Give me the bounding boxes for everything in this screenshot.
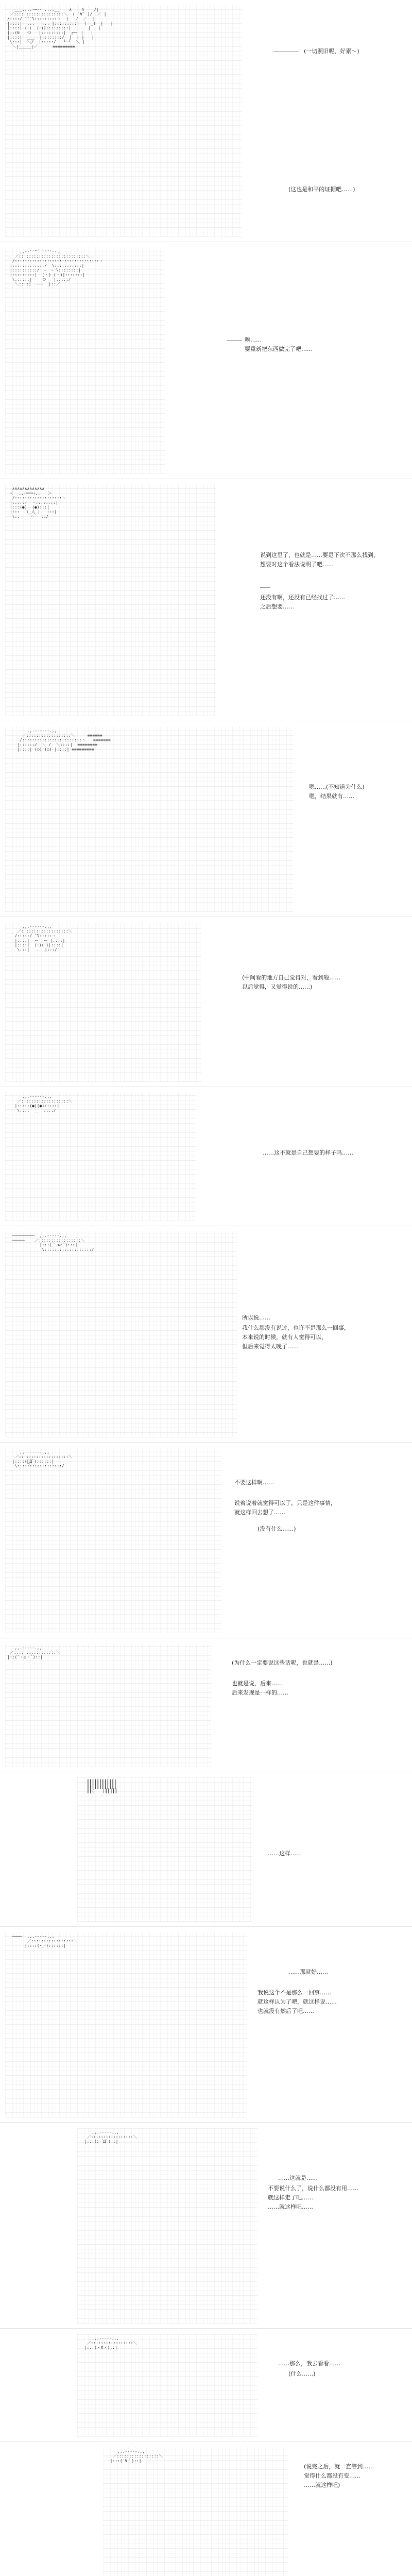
dialogue-line: 说着说着就觉得可以了，只是这件事情， bbox=[234, 1500, 336, 1506]
dialogue-line: 我什么都没有说过，也许不是那么一回事， bbox=[242, 1325, 350, 1331]
aa-art: ┃┃┃┃┃┃┃┃┃┃┃┃ ┃┃┃┃┃┃┃┃┃┃┃┃ ┃┃( )┃┃┃┃┃ bbox=[77, 1777, 252, 1922]
dialogue-line: 就这样回去想了…… bbox=[234, 1509, 285, 1516]
aa-art: ,,.-‐‐‐-.,, ／:::::::::::::::::＼ |:::(´∀｀)::| bbox=[103, 2447, 288, 2576]
manga-panel bbox=[0, 2329, 412, 2442]
aa-art: ,,.--‐‐--.,, ／:::::::::::::::::::＼ /:::::/ ̄ ̄\:::::ヽ |::::| ー ー |::::| |::::| (･)(･)|::::| \:::| ‥ |:::/ bbox=[5, 922, 201, 1082]
manga-panel bbox=[0, 1226, 412, 1443]
manga-panel bbox=[0, 1638, 412, 1772]
dialogue-line: ……就这样吧…… bbox=[268, 2204, 313, 2210]
dialogue-line: 还没有啊，还没有已经找过了…… bbox=[260, 594, 345, 601]
separator-line bbox=[260, 587, 270, 588]
dialogue-line: 唉…… bbox=[245, 336, 262, 343]
dialogue-line: 以后觉得，又觉得说的……) bbox=[242, 984, 313, 990]
aa-art: ∧∧∧∧∧∧∧∧∧∧∧∧∧ ＜ ,,ｨ===ｨ,, ＞ /:::::::::::::::::::ヽ |:::::ﾉ ヽ::::::::| |:::(●) (●):::| |::: （_人_） :::| \:: ｀⌒´ ::/ bbox=[5, 484, 216, 716]
dialogue-line: 不要说什么了，说什么都没有用…… bbox=[268, 2185, 358, 2192]
dialogue-line: (没有什么……) bbox=[258, 1526, 296, 1532]
dialogue-line: 嗯……(不知道为什么) bbox=[309, 784, 365, 790]
aa-art: ,.-‐''"´ ̄`"''‐-.、 ／:::::::::::::::::::::::::::＼ /::::::::::::::::::::::::::::::::::ヽ |:::::::::::::/ ̄ ̄\:::::::::::| |::::::::::/ ｰ ｰ \::::::::| |:::::::::| (・) (・)|:::::::| \::::::| つ |:::::/ ＼::::| ‐‐‐ |::／ bbox=[5, 247, 165, 474]
aa-art: ───────── ,,.-‐‐‐-.,, ───── ／:::::::::::::::::＼ |:::(｀･ω･´):::| \:::::::::::::::::::/ bbox=[5, 1231, 237, 1437]
dialogue-line: ……这样…… bbox=[268, 1850, 302, 1857]
dialogue-line: 本来说的时候，就有人觉得可以， bbox=[242, 1334, 327, 1341]
dialogue-line: 说到这里了，也就是……要是下次不那么找到， bbox=[260, 552, 379, 558]
dialogue-line: 不要这样啊…… bbox=[234, 1479, 274, 1486]
dialogue-line: (一切照旧呢，好累～) bbox=[304, 48, 359, 55]
dialogue-line: (为什么一定要说这些话呢，也就是……) bbox=[232, 1659, 333, 1666]
aa-art: ,,.-‐‐‐-.,, ／:::::::::::::::::＼ |:::(；´Д`)::| bbox=[77, 2128, 258, 2324]
dialogue-line: 要重新把东西做完了吧…… bbox=[245, 346, 313, 352]
dialogue-line: 我说这个不是那么一回事…… bbox=[258, 1989, 331, 1996]
manga-panel bbox=[0, 242, 412, 479]
dialogue-line: 想要对这个看法说明了吧…… bbox=[260, 561, 334, 568]
manga-panel bbox=[0, 0, 412, 242]
dialogue-line: ……那就好…… bbox=[288, 1969, 328, 1975]
dialogue-line: ……这就是…… bbox=[278, 2175, 318, 2181]
dialogue-line: 就这样走了吧…… bbox=[268, 2194, 313, 2201]
manga-panel bbox=[0, 479, 412, 721]
dialogue-line: 所以说…… bbox=[242, 1314, 270, 1321]
dialogue-line: (什么……) bbox=[288, 2370, 316, 2377]
dialogue-line: 就这样认为了吧，就这样说…… bbox=[258, 1998, 337, 2005]
dialogue-line: ……那么，我去看看…… bbox=[278, 2360, 340, 2367]
manga-panel bbox=[0, 917, 412, 1087]
aa-art: ___,,..-─‐- ..,,__ ∧ ∩ /| ／::::::::::::::::::::＼ ( ´∀` )/ ／ | /::::/ ̄ ̄ ̄ ̄\:::::::::ヽ | ﾉ ／ | |::::| ,,, ,,, |:::::::::| (＿_) | | |::::| (･) (･)|:::::::::| | | |::(6 つ |:::::::::| ┌─┐ | | |::::| ___ |::::::::/ │ │ | | \:::| ＼/ |:::::/ └─┘ ＼ | ＼|_____|／ ≡≡≡≡≡≡≡≡≡ bbox=[5, 5, 242, 237]
manga-panel bbox=[0, 1927, 412, 2123]
manga-panel bbox=[0, 721, 412, 917]
aa-art: ──── ,,.-‐‐‐-.,, ／:::::::::::::::::＼ |::::(･_･)::::::| bbox=[5, 1932, 247, 2117]
manga-panel bbox=[0, 2123, 412, 2329]
dialogue-line: 之后想要…… bbox=[260, 603, 294, 610]
dialogue-line: ……这不就是自己想要的样子吗…… bbox=[263, 1149, 353, 1156]
manga-panel bbox=[0, 1087, 412, 1226]
separator-line bbox=[227, 340, 242, 341]
dialogue-line: (中间看的地方自己觉得对，看到啦…… bbox=[242, 974, 341, 981]
dialogue-line: (这也是和平的证据吧……) bbox=[288, 186, 355, 193]
aa-art: ,,.--‐‐--.,, ／:::::::::::::::::::＼ |:::::(●)(●):::::| \:::: ﹏ ::::/ bbox=[5, 1092, 196, 1221]
aa-art: ,,.-‐‐‐‐-.,, ／::::::::::::::::::::＼ |::::(ﾟДﾟ)::::::| \::::::::::::::::::/ bbox=[5, 1448, 221, 1633]
manga-panel bbox=[0, 1772, 412, 1927]
aa-art: ,,.-‐‐‐-.,, ／:::::::::::::::::＼ |:::(・∀・)::| bbox=[77, 2334, 258, 2437]
dialogue-line: ……就这样吧) bbox=[304, 2482, 340, 2488]
dialogue-line: 觉得什么都没有变…… bbox=[304, 2472, 360, 2479]
dialogue-line: 但后来觉得太晚了…… bbox=[242, 1343, 299, 1350]
dialogue-line: 也就是说，后来…… bbox=[232, 1680, 283, 1687]
dialogue-line: 也就没有然后了吧…… bbox=[258, 2008, 314, 2014]
dialogue-line: (说完之后，就一直等到…… bbox=[304, 2463, 374, 2470]
aa-art: ,,.-‐‐‐‐-.,, ／::::::::::::::::::＼ ≡≡≡≡≡≡ /::::::::::::::::::::::::ヽ ≡≡≡≡≡≡≡ |::::::/ ＼ / ＼::::| ≡≡≡≡≡≡≡≡ |::::| (○) (○) |::::| ≡≡≡≡≡≡≡≡≡ bbox=[5, 726, 294, 912]
manga-panel bbox=[0, 2442, 412, 2576]
dialogue-line: 嗯，结果就有…… bbox=[309, 793, 354, 800]
dialogue-line: 后来发现是一样的…… bbox=[232, 1689, 288, 1696]
manga-panel bbox=[0, 1443, 412, 1638]
aa-art: ,,.-‐‐‐-.,, ／:::::::::::::::::＼ |::(´・ω・`)::| bbox=[5, 1643, 211, 1767]
